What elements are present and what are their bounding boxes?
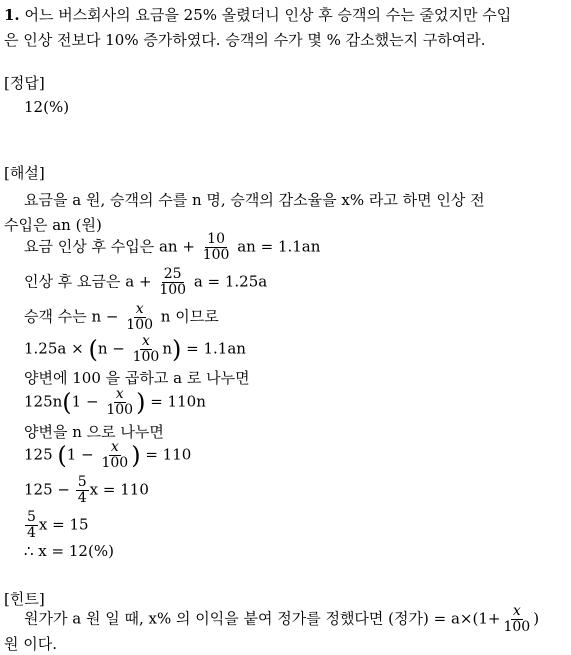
step-8-end: = 110 — [140, 445, 192, 464]
right-paren-icon: ) — [172, 335, 182, 364]
step-4-mid: n − — [97, 339, 125, 358]
hint-heading: [힌트] — [4, 590, 45, 608]
solution-step-6 — [24, 387, 206, 418]
solution-step-5: 양변에 100 을 곱하고 a 로 나누면 — [24, 369, 250, 387]
answer-heading: [정답] — [4, 74, 45, 92]
hint-end: ) — [533, 609, 540, 628]
solution-step-8 — [24, 440, 191, 471]
step-10-den: 4 — [27, 525, 36, 541]
step-4-tail: n — [162, 339, 173, 358]
step-1-tail: an = 1.1an — [237, 237, 321, 256]
step-3-tail: n 이므로 — [160, 307, 219, 326]
step-3-num: x — [135, 301, 144, 317]
step-10-tail: x = 15 — [38, 515, 89, 534]
solution-step-9 — [24, 475, 149, 506]
step-9-den: 4 — [77, 490, 87, 506]
right-paren-icon: ) — [131, 441, 141, 470]
step-4-end: = 1.1an — [181, 339, 246, 358]
step-1-num: 10 — [207, 231, 225, 247]
step-6-fraction — [104, 387, 135, 418]
hint-num: x — [512, 603, 521, 619]
step-8-den: 100 — [101, 455, 129, 471]
answer-value: 12(%) — [24, 98, 70, 116]
solution-heading: [해설] — [4, 164, 45, 182]
solution-intro-1: 요금을 a 원, 승객의 수를 n 명, 승객의 감소율을 x% 라고 하면 인상 전 — [24, 191, 485, 209]
step-2-den: 100 — [159, 282, 187, 298]
step-9-fraction — [76, 475, 89, 506]
step-4-fraction — [131, 334, 162, 365]
step-10-num: 5 — [27, 509, 36, 525]
problem-text-2: 은 인상 전보다 10% 증가하였다. 승객의 수가 몇 % 감소했는지 구하여라. — [4, 31, 486, 49]
hint-text-2: 원 이다. — [4, 635, 58, 653]
step-9-head: 125 − — [24, 480, 70, 499]
step-1-text: 요금 인상 후 수입은 an + — [24, 237, 195, 256]
step-3-fraction — [124, 302, 155, 333]
step-2-tail: a = 1.25a — [193, 272, 268, 291]
step-4-head: 1.25a × — [24, 339, 89, 358]
step-6-end: = 110n — [145, 392, 206, 411]
step-9-tail: x = 110 — [89, 480, 149, 499]
left-paren-icon: ( — [57, 441, 67, 470]
solution-step-2 — [24, 267, 267, 298]
step-8-head: 125 — [24, 445, 58, 464]
step-4-num: x — [142, 333, 150, 349]
step-1-den: 100 — [202, 247, 230, 263]
step-2-num: 25 — [163, 266, 182, 282]
solution-step-11: ∴ x = 12(%) — [24, 542, 114, 560]
step-8-fraction — [99, 440, 130, 471]
problem-number: 1. — [4, 6, 20, 24]
right-paren-icon: ) — [136, 388, 146, 417]
step-6-den: 100 — [106, 402, 134, 418]
step-3-text: 승객 수는 n − — [24, 307, 119, 326]
solution-step-3 — [24, 302, 219, 333]
step-4-den: 100 — [132, 349, 160, 365]
step-9-num: 5 — [77, 474, 87, 490]
step-6-head: 125n — [24, 392, 63, 411]
step-8-num: x — [110, 439, 119, 455]
step-2-fraction — [157, 267, 188, 298]
hint-den: 100 — [503, 619, 531, 635]
problem-text-1: 어느 버스회사의 요금을 25% 올렸더니 인상 후 승객의 수는 줄었지만 수입 — [24, 6, 512, 24]
problem-line-1 — [4, 4, 511, 25]
hint-text-1: 원가가 a 원 일 때, x% 의 이익을 붙여 정가를 정했다면 (정가) = a×(1+ — [24, 609, 501, 628]
step-1-fraction — [201, 232, 232, 263]
hint-line-1 — [24, 604, 539, 635]
solution-step-4 — [24, 334, 246, 365]
solution-step-7: 양변을 n 으로 나누면 — [24, 423, 164, 441]
solution-step-1 — [24, 232, 320, 263]
solution-step-10 — [24, 510, 89, 541]
left-paren-icon: ( — [88, 335, 98, 364]
step-6-mid: 1 − — [71, 392, 99, 411]
left-paren-icon: ( — [62, 388, 72, 417]
solution-intro-2: 수입은 an (원) — [4, 216, 102, 234]
step-2-text: 인상 후 요금은 a + — [24, 272, 152, 291]
step-10-fraction — [25, 510, 38, 541]
step-6-num: x — [115, 386, 124, 402]
step-8-mid: 1 − — [66, 445, 94, 464]
hint-fraction — [501, 604, 532, 635]
step-3-den: 100 — [126, 317, 154, 333]
